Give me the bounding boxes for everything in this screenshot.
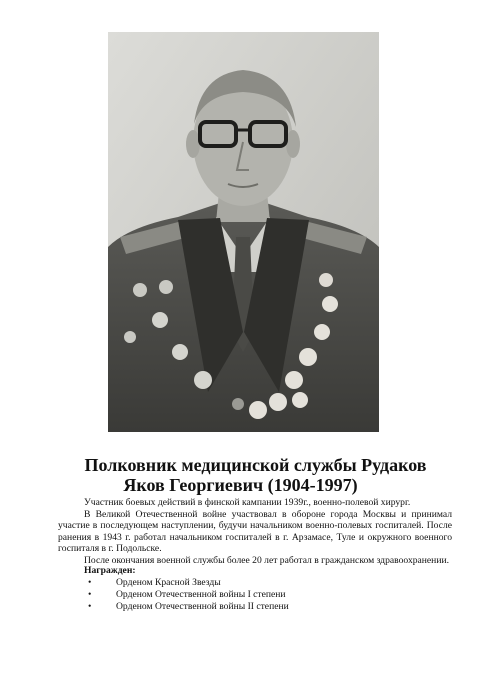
name-heading-line-2: Яков Георгиевич (1904-1997) bbox=[123, 475, 358, 495]
award-item bbox=[88, 601, 289, 613]
bio-paragraph-3: После окончания военной службы более 20 лет работал в гражданском здравоохранении. bbox=[84, 554, 449, 566]
award-label: Орденом Красной Звезды bbox=[116, 577, 221, 588]
bio-paragraph-2: В Великой Отечественной войне участвовал в обороне города Москвы и принимал участие в последующем наступлении, будучи начальником военно-полевых госпиталей. После ранения в 1943 г. работал начальником госпиталей в г. Арзамасе, Туле и окружного военного госпиталя в г. Подольске. bbox=[58, 508, 452, 554]
awards-list bbox=[88, 577, 289, 613]
bullet-icon: • bbox=[88, 589, 92, 600]
award-label: Орденом Отечественной войны I степени bbox=[116, 589, 286, 600]
bullet-icon: • bbox=[88, 601, 92, 612]
award-item bbox=[88, 577, 289, 589]
portrait-image bbox=[108, 32, 379, 432]
award-item bbox=[88, 589, 289, 601]
bio-paragraph-1: Участник боевых действий в финской кампании 1939г., военно-полевой хирург. bbox=[84, 497, 411, 508]
bullet-icon: • bbox=[88, 577, 92, 588]
portrait-photo bbox=[108, 32, 379, 432]
biography bbox=[58, 497, 452, 566]
name-heading-line-1: Полковник медицинской службы Рудаков bbox=[84, 455, 427, 475]
award-label: Орденом Отечественной войны II степени bbox=[116, 601, 289, 612]
awards-label: Награжден: bbox=[84, 565, 136, 576]
